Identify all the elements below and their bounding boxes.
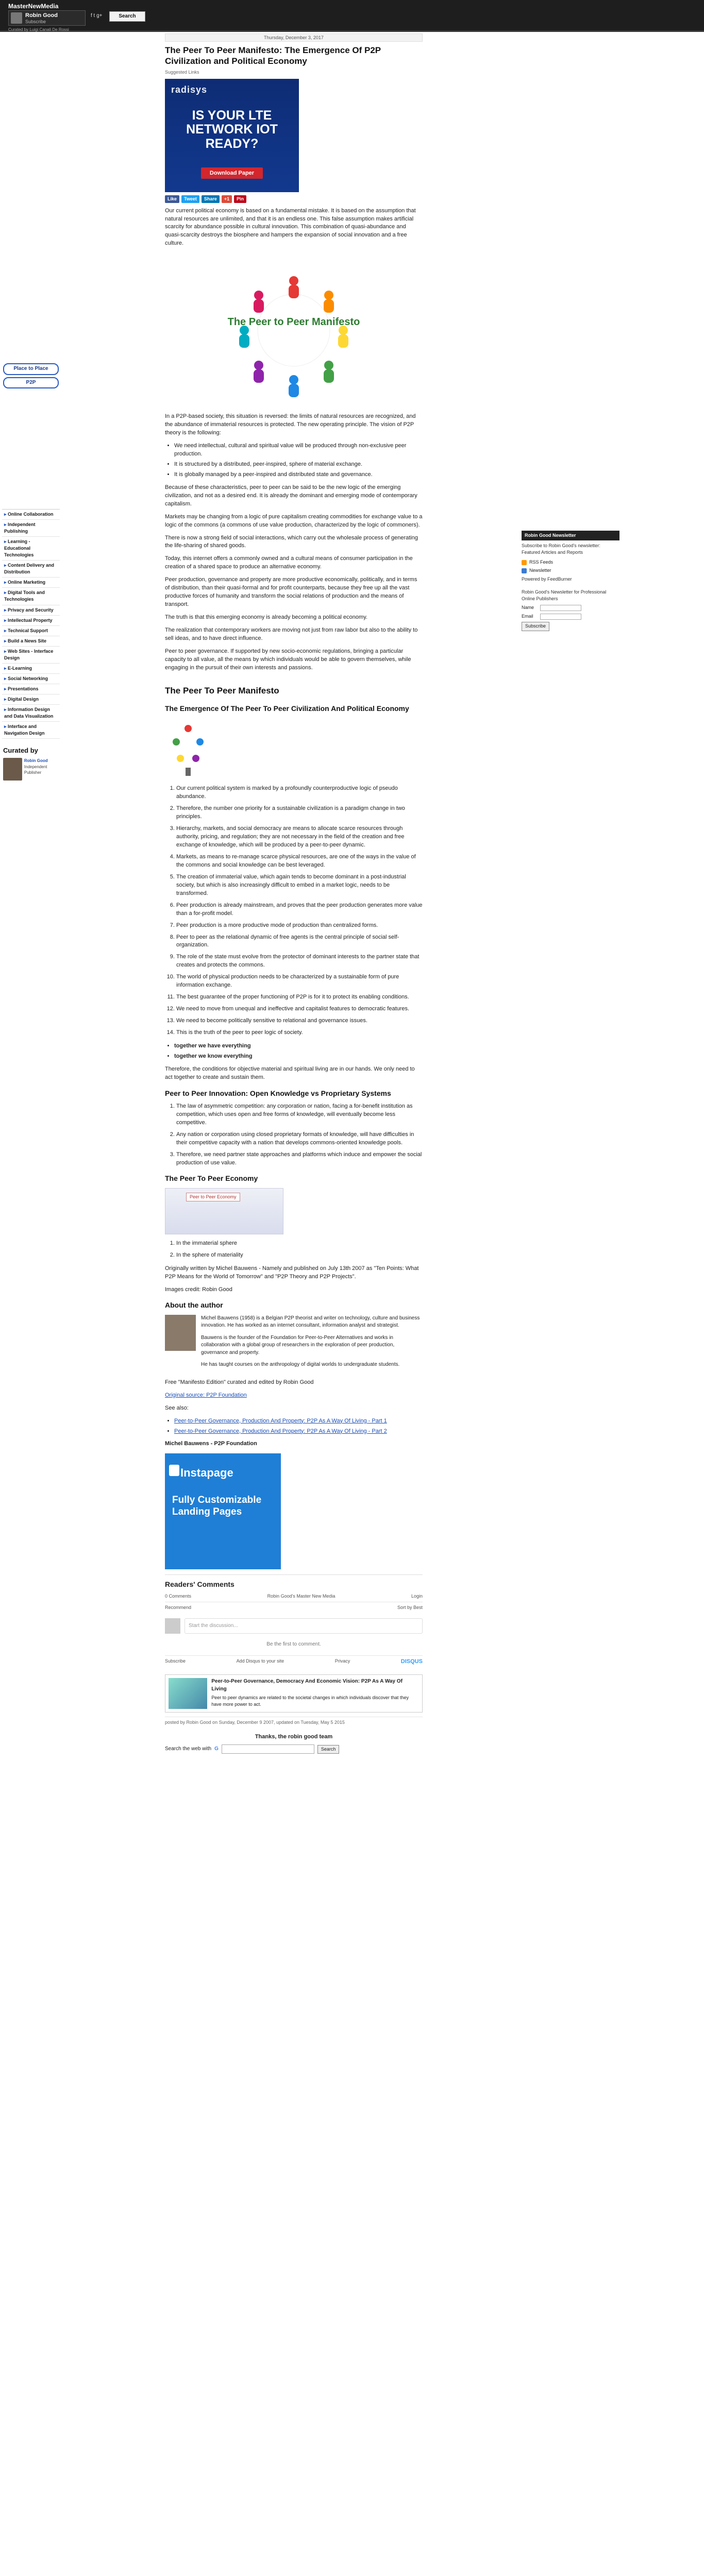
curator-name[interactable]: Robin Good <box>24 758 48 764</box>
category-item[interactable]: ▸ Social Networking <box>2 674 60 684</box>
category-item[interactable]: ▸ Privacy and Security <box>2 605 60 616</box>
thanks-line: Thanks, the robin good team <box>255 1734 333 1740</box>
date-bar: Thursday, December 3, 2017 <box>165 33 423 42</box>
category-item[interactable]: ▸ Digital Tools and Technologies <box>2 588 60 605</box>
curated-note: Curated by Luigi Canali De Rossi <box>8 27 69 32</box>
innovation-item: 3. Therefore, we need partner state approaches and platforms which induce and empower the social production of use value. <box>176 1151 423 1167</box>
linkedin-share-button[interactable]: Share <box>202 195 220 203</box>
newsletter-header: Robin Good Newsletter <box>522 531 619 540</box>
manifesto-subheading: The Emergence Of The Peer To Peer Civilization And Political Economy <box>165 704 409 713</box>
about-box <box>165 1315 423 1374</box>
body-paragraph: Peer to peer governance. If supported by new socio-economic regulations, bringing a particular capacity to all value, all the means by which individuals would be able to govern themselves, while engaging in the pursuit of their own interests and passions. <box>165 648 411 671</box>
innovation-item: 1. The law of asymmetric competition: any corporation or nation, facing a for-benefit institution as competition, which uses open and free forms of knowledge, will eventually become less competitive. <box>176 1103 423 1127</box>
category-item[interactable]: ▸ Online Marketing <box>2 578 60 588</box>
search-label: Search the web with <box>165 1745 212 1752</box>
body-paragraph: Today, this internet offers a commonly owned and a cultural means of consumer participation in the creation of a shared space to produce an alternative economy. <box>165 555 413 570</box>
category-item[interactable]: ▸ Presentations <box>2 684 60 694</box>
instapage-headline: Fully Customizable Landing Pages <box>172 1495 262 1518</box>
submit-row <box>522 622 619 631</box>
author-photo <box>165 1315 196 1351</box>
manifesto-item: 12. We need to move from unequal and ineffective and capitalist features to democratic features. <box>176 1005 423 1013</box>
ad-logo: radisys <box>171 84 208 95</box>
manifesto-item: 2. Therefore, the number one priority for a sustainable civilization is a paradigm change in two principles. <box>176 805 423 821</box>
see-also-label: See also: <box>165 1404 189 1411</box>
manifesto-item: 1. Our current political system is marked by a profoundly counterproductive logic of pseudo abundance. <box>176 785 423 801</box>
disqus-logo[interactable]: DISQUS <box>400 1658 423 1665</box>
category-item[interactable]: ▸ Information Design and Data Visualization <box>2 705 60 722</box>
art-label: The Peer to Peer Manifesto <box>227 316 360 328</box>
top-bar <box>0 0 704 32</box>
recommend-button[interactable]: Recommend <box>165 1604 192 1610</box>
bullet-item: • It is globally managed by a peer-inspired and distributed state and governance. <box>174 471 423 479</box>
privacy-link[interactable]: Privacy <box>334 1658 350 1664</box>
manifesto-heading: The Peer To Peer Manifesto <box>165 685 279 696</box>
manifesto-illustration <box>227 253 360 408</box>
bullets-1 <box>174 442 423 479</box>
about-author-heading: About the author <box>165 1301 223 1310</box>
body-paragraph: Peer production, governance and property are more productive economically, politically, and in terms of distribution, than their quasi-formal and for profit counterparts, because they free up all the vast productive forces of humanity and transform the social relations of production and the means of transport. <box>165 577 417 608</box>
readers-comments-title: Readers' Comments <box>165 1580 234 1589</box>
left-sidebar <box>0 33 62 781</box>
share-bar <box>165 195 423 203</box>
login-link[interactable]: Login <box>411 1593 423 1599</box>
see-also-list <box>174 1417 423 1436</box>
author-avatar <box>11 12 22 24</box>
sort-dropdown[interactable]: Sort by Best <box>397 1604 423 1610</box>
category-item[interactable]: ▸ E-Learning <box>2 664 60 674</box>
economy-item: 2. In the sphere of materiality <box>176 1251 423 1260</box>
pill-p2p[interactable]: P2P <box>3 377 59 389</box>
manifesto-item: 6. Peer production is already mainstream, and proves that the peer production generates more value than a for-profit model. <box>176 902 423 918</box>
add-disqus-link[interactable]: Add Disqus to your site <box>236 1658 284 1664</box>
commenter-avatar <box>165 1618 180 1634</box>
disqus-bar <box>165 1593 423 1602</box>
main-article <box>165 33 423 1757</box>
promo-body: Peer to peer dynamics are related to the societal changes in which individuals discover that they have more power to act. <box>211 1695 409 1707</box>
economy-heading: The Peer To Peer Economy <box>165 1174 258 1183</box>
body-paragraph: The realization that contemporary workers are moving not just from raw labor but also to the ability to sell ideas, and to have direct influence. <box>165 626 418 641</box>
intro-paragraph: Our current political economy is based on a fundamental mistake. It is based on the assumption that natural resources are unlimited, and that it is an endless one. This false assumption makes artificial scarcity for abundance possible in cultural innovation. This combination of quasi-abundance and quasi-scarcity destroys the biosphere and hampers the expansion of social innovation and a free culture. <box>165 207 416 247</box>
category-item[interactable]: ▸ Build a News Site <box>2 636 60 647</box>
manifesto-item: 10. The world of physical production needs to be characterized by a sustainable form of pure information exchange. <box>176 973 423 990</box>
manifesto-item: 8. Peer to peer as the relational dynamic of free agents is the central principle of social self-organization. <box>176 934 423 950</box>
comment-input[interactable]: Start the discussion... <box>185 1618 423 1634</box>
instapage-ad[interactable] <box>165 1453 281 1569</box>
byline[interactable]: Suggested Links <box>165 69 199 75</box>
ad-download-button[interactable]: Download Paper <box>201 167 263 179</box>
economy-image-label: Peer to Peer Economy <box>186 1193 240 1201</box>
promo-title[interactable]: Peer-to-Peer Governance, Democracy And Economic Vision: P2P As A Way Of Living <box>211 1679 403 1692</box>
comment-count: 0 Comments <box>165 1593 192 1599</box>
category-item[interactable]: ▸ Intellectual Property <box>2 616 60 626</box>
subscribe-link[interactable]: Subscribe <box>165 1658 186 1664</box>
category-item[interactable]: ▸ Interface and Navigation Design <box>2 722 60 739</box>
manifesto-item: 5. The creation of immaterial value, which again tends to become dominant in a post-industrial society, but which is also increasingly difficult to embed in a market logic, needs to be transformed. <box>176 873 423 898</box>
innovation-list <box>176 1103 423 1167</box>
right-sidebar <box>522 531 619 633</box>
see-also-item[interactable]: • Peer-to-Peer Governance, Production And Property: P2P As A Way Of Living - Part 1 <box>174 1417 423 1426</box>
newsletter-sub-text: Robin Good's Newsletter for Professional Online Publishers <box>522 589 607 602</box>
subscribe-button[interactable]: Subscribe <box>522 622 549 631</box>
curator-card[interactable] <box>3 758 59 781</box>
about-text: He has taught courses on the anthropology of digital worlds to undergraduate students. <box>201 1362 400 1368</box>
category-item[interactable]: ▸ Independent Publishing <box>2 520 60 537</box>
photo-credit: Images credit: Robin Good <box>165 1286 232 1293</box>
intro2: In a P2P-based society, this situation is reversed: the limits of natural resources are recognized, and the abundance of immaterial resources is protected. The new operating principle. The vision of P2P theory is the following: <box>165 413 416 436</box>
post-footer: posted by Robin Good on Sunday, December 9 2007, updated on Tuesday, May 5 2015 <box>165 1717 423 1726</box>
google-logo: G <box>214 1745 219 1752</box>
pinterest-button[interactable]: Pin <box>234 195 246 203</box>
disqus-site: Robin Good's Master New Media <box>267 1593 336 1599</box>
body-paragraph: Because of these characteristics, peer to peer can be said to be the new logic of the emerging civilization, and not as a desired end. It is already the dominant and emerging mode of contemporary capitalism. <box>165 484 417 507</box>
together-item: • together we have everything <box>174 1042 423 1050</box>
about-text: Michel Bauwens (1958) is a Belgian P2P theorist and writer on technology, culture and business innovation. He has worked as an internet consultant, information analyst and strategist. <box>201 1315 420 1329</box>
rss-link[interactable]: RSS Feeds <box>522 559 619 566</box>
curator-text: Independent Publisher <box>24 764 47 775</box>
manifesto-item: 9. The role of the state must evolve from the protector of dominant interests to the partner state that creates and protects the commons. <box>176 953 423 970</box>
manifesto-item: 13. We need to become politically sensitive to relational and governance issues. <box>176 1017 423 1025</box>
economy-item: 1. In the immaterial sphere <box>176 1240 423 1248</box>
google-plus-button[interactable]: +1 <box>222 195 232 203</box>
economy-image <box>165 1188 283 1234</box>
see-also-item[interactable]: • Peer-to-Peer Governance, Production And Property: P2P As A Way Of Living - Part 2 <box>174 1428 423 1436</box>
article-title: The Peer To Peer Manifesto: The Emergence Of P2P Civilization and Political Economy <box>165 45 381 66</box>
innovation-item: 2. Any nation or corporation using closed proprietary formats of knowledge, will have difficulties in their competitive capacity with a nation that develops commons-oriented knowledge pools. <box>176 1131 423 1147</box>
originally-note: Originally written by Michel Bauwens - Namely and published on July 13th 2007 as "Ten Points: What P2P Means for the World of Tomorrow" and "P2P Theory and P2P Projects". <box>165 1265 419 1280</box>
together-list <box>174 1042 423 1061</box>
manifesto-item: 3. Hierarchy, markets, and social democracy are means to allocate scarce resources through authority, pricing, and regulation; they are not necessary in the field of the creation and free exchange of knowledge, which will be produced by a peer-to-peer dynamic. <box>176 825 423 850</box>
category-item[interactable]: ▸ Online Collaboration <box>2 510 60 520</box>
curated-by-heading: Curated by <box>3 747 38 755</box>
economy-list <box>176 1240 423 1260</box>
pill-place-to-place[interactable]: Place to Place <box>3 363 59 375</box>
site-brand[interactable]: MasterNewMedia <box>8 3 59 10</box>
body-paragraph: Markets may be changing from a logic of pure capitalism creating commodities for exchange value to a logic of the commons (a commons of use value production, characterized by the logic of commoners). <box>165 513 423 528</box>
body-paragraph: There is now a strong field of social interactions, which carry out the wholesale process of generating the life-sharing of shared goods. <box>165 534 418 549</box>
first-comment-note: Be the first to comment. <box>266 1641 321 1647</box>
search-button[interactable]: Search <box>109 11 145 22</box>
comment-box <box>165 1618 423 1634</box>
ad-headline: IS YOUR LTE NETWORK IOT READY? <box>186 108 278 151</box>
rss-icon <box>522 560 527 565</box>
innovation-heading: Peer to Peer Innovation: Open Knowledge vs Proprietary Systems <box>165 1089 391 1097</box>
body-paragraph: The truth is that this emerging economy is already becoming a political economy. <box>165 614 367 621</box>
manifesto-item: 4. Markets, as means to re-manage scarce physical resources, are one of the ways in the value of the commons and social knowledge can be best leveraged. <box>176 853 423 870</box>
facebook-like-button[interactable]: Like <box>165 195 179 203</box>
promo-thumb <box>169 1678 207 1709</box>
bullet-item: • We need intellectual, cultural and spiritual value will be produced through non-exclusive peer production. <box>174 442 423 459</box>
disqus-bar-2 <box>165 1604 423 1613</box>
people-circle-icon <box>227 253 360 408</box>
disqus-footer <box>165 1655 423 1666</box>
newsletter-link[interactable]: Newsletter <box>522 567 619 574</box>
category-item[interactable]: ▸ Digital Design <box>2 694 60 705</box>
author-badge[interactable] <box>8 10 86 26</box>
category-item[interactable]: ▸ Technical Support <box>2 626 60 636</box>
instapage-brand: Instapage <box>180 1466 233 1480</box>
web-search-input[interactable] <box>222 1744 314 1754</box>
bauwens-link[interactable]: Michel Bauwens - P2P Foundation <box>165 1440 257 1447</box>
related-promo[interactable] <box>165 1674 423 1713</box>
name-field[interactable] <box>540 605 581 611</box>
web-search-row <box>165 1744 423 1754</box>
bullet-item: • It is structured by a distributed, peer-inspired, sphere of material exchange. <box>174 461 423 469</box>
tweet-button[interactable]: Tweet <box>181 195 199 203</box>
mini-people-icon <box>165 721 211 778</box>
name-field-row: Name <box>522 604 619 611</box>
category-item[interactable]: ▸ Web Sites - Interface Design <box>2 647 60 664</box>
curator-photo <box>3 758 22 781</box>
category-item[interactable]: ▸ Content Delivery and Distribution <box>2 561 60 578</box>
author-name: Robin Good <box>25 12 58 19</box>
category-item[interactable]: ▸ Learning - Educational Technologies <box>2 537 60 561</box>
together-item: • together we know everything <box>174 1053 423 1061</box>
author-subscribe[interactable]: Subscribe <box>25 19 46 24</box>
about-text: Bauwens is the founder of the Foundation for Peer-to-Peer Alternatives and works in collaboration with a global group of researchers in the exploration of peer production, governance and property. <box>201 1334 395 1355</box>
web-search-button[interactable]: Search <box>317 1745 340 1754</box>
email-field-row: Email <box>522 613 619 620</box>
manifesto-item: 11. The best guarantee of the proper functioning of P2P is for it to protect its enabling conditions. <box>176 993 423 1002</box>
powered-by: Powered by FeedBurner <box>522 577 572 582</box>
radisys-ad[interactable] <box>165 79 299 192</box>
instapage-logo-icon <box>169 1465 179 1476</box>
manifesto-item: 7. Peer production is a more productive mode of production than centralized forms. <box>176 922 423 930</box>
manifesto-item: 14. This is the truth of the peer to peer logic of society. <box>176 1029 423 1037</box>
email-field[interactable] <box>540 614 581 620</box>
manifesto-list <box>176 785 423 1037</box>
social-icons[interactable]: f t g+ <box>91 13 103 19</box>
disqus-comments <box>165 1574 423 1666</box>
newsletter-lead: Subscribe to Robin Good's newsletter: Featured Articles and Reports <box>522 543 600 555</box>
mail-icon <box>522 568 527 573</box>
closing-paragraph: Therefore, the conditions for objective material and spiritual living are in our hands. We only need to act together to create and sustain them. <box>165 1065 415 1080</box>
category-nav <box>2 509 60 739</box>
source-tag: Free "Manifesto Edition" curated and edited by Robin Good <box>165 1379 314 1385</box>
origin-link[interactable]: Original source: P2P Foundation <box>165 1392 247 1398</box>
